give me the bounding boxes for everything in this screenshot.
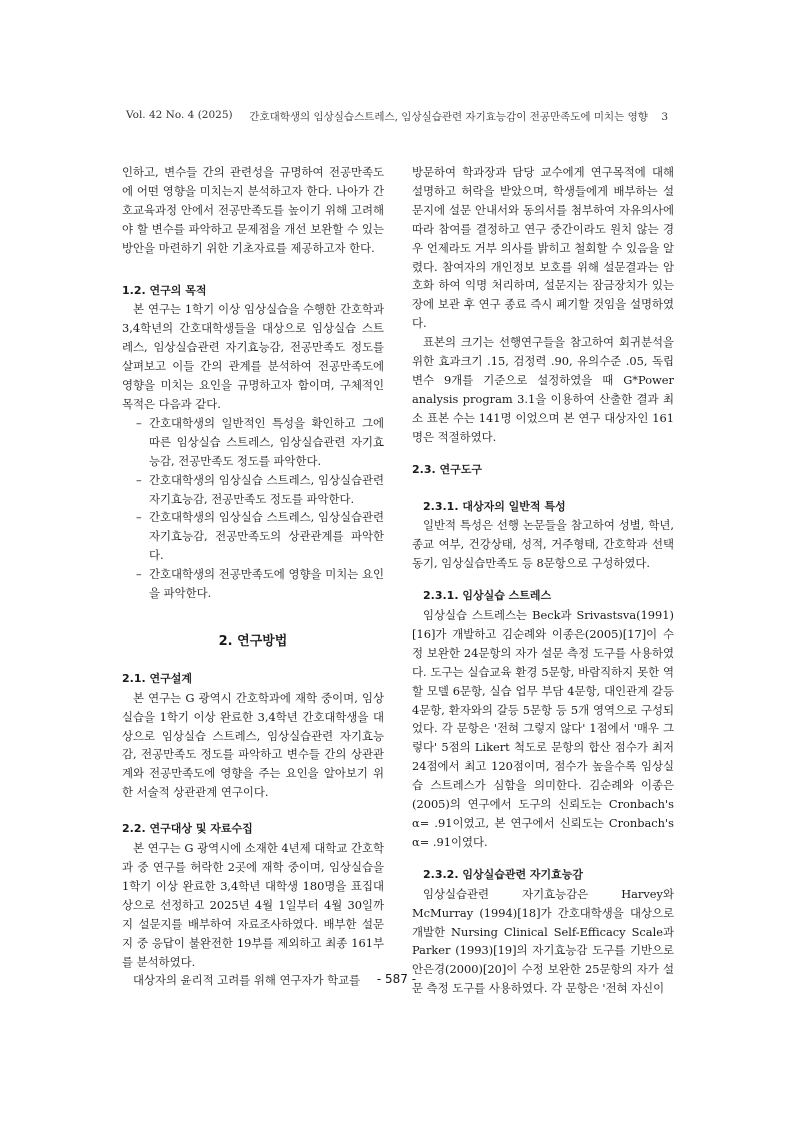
stress-heading: 2.3.1. 임상실습 스트레스 bbox=[423, 589, 552, 603]
running-header bbox=[126, 109, 668, 127]
tools-heading: 2.3. 연구도구 bbox=[412, 462, 482, 476]
purpose-paragraph: 본 연구는 1학기 이상 임상실습을 수행한 간호학과 3,4학년의 간호대학생들을 대상으로 임상실습 스트레스, 임상실습관련 자기효능감, 전공만족도 정도를 살펴보고 이들 간의 관계를 분석하여 전공만족도에 영향을 미치는 요인을 규명하고자 함이며, 구체적인 목적은 다음과 같다. bbox=[122, 302, 384, 411]
sample-paragraph: 표본의 크기는 선행연구들을 참고하여 회귀분석을 위한 효과크기 .15, 검정력 .90, 유의수준 .05, 독립변수 9개를 기준으로 설정하였을 때 G*Power analysis program 3.1을 이용하여 산출한 결과 최소 표본 수는 141명 이었으며 본 연구 대상자인 161명은 적절하였다. bbox=[412, 335, 674, 444]
right-column bbox=[412, 163, 674, 998]
purpose-heading: 1.2. 연구의 목적 bbox=[122, 283, 207, 297]
efficacy-heading: 2.3.2. 임상실습관련 자기효능감 bbox=[423, 867, 584, 881]
page-footer: - 587 - bbox=[376, 972, 417, 986]
running-title-text: 간호대학생의 임상실습스트레스, 임상실습관련 자기효능감이 전공만족도에 미치는 영향 bbox=[249, 111, 648, 123]
efficacy-paragraph: 임상실습관련 자기효능감은 Harvey와 McMurray (1994)[18]가 간호대학생을 대상으로 개발한 Nursing Clinical Self-Efficacy Scale과 Parker (1993)[19]의 자기효능감 도구를 기반으로 안은경(2000)[20]이 수정 보완한 25문항의 자가 설문 측정 도구를 사용하였다. 각 문항은 '전혀 자신이 bbox=[412, 886, 674, 996]
left-column bbox=[122, 163, 384, 990]
ethics-paragraph-start: 대상자의 윤리적 고려를 위해 연구자가 학교를 bbox=[133, 973, 361, 988]
subjects-heading: 2.2. 연구대상 및 자료수집 bbox=[122, 822, 253, 836]
goal-item: – 간호대학생의 전공만족도에 영향을 미치는 요인을 파악한다. bbox=[122, 565, 384, 603]
goal-item: – 간호대학생의 임상실습 스트레스, 임상실습관련 자기효능감, 전공만족도 정도를 파악한다. bbox=[122, 471, 384, 509]
goal-item: – 간호대학생의 일반적인 특성을 확인하고 그에 따른 임상실습 스트레스, 임상실습관련 자기효능감, 전공만족도 정도를 파악한다. bbox=[122, 414, 384, 471]
ethics-paragraph-cont: 방문하여 학과장과 담당 교수에게 연구목적에 대해 설명하고 허락을 받았으며, 학생들에게 배부하는 설문지에 설문 안내서와 동의서를 첨부하여 자유의사에 따라 참여를 결정하고 연구 중간이라도 원치 않는 경우 언제라도 거부 의사를 밝히고 철회할 수 있음을 알렸다. 참여자의 개인정보 보호를 위해 설문결과는 암호화 하여 익명 처리하며, 설문지는 잠금장치가 있는 장에 보관 후 연구 종료 즉시 폐기할 것임을 설명하였다. bbox=[412, 165, 674, 331]
intro-paragraph: 인하고, 변수들 간의 관련성을 규명하여 전공만족도에 어떤 영향을 미치는지 분석하고자 한다. 나아가 간호교육과정 안에서 전공만족도를 높이기 위해 고려해야 할 변수를 파악하고 문제점을 개선 보완할 수 있는 방안을 마련하기 위한 기초자료를 제공하고자 한다. bbox=[122, 165, 384, 255]
goals-list bbox=[122, 414, 384, 603]
journal-volume: Vol. 42 No. 4 (2025) bbox=[126, 109, 233, 121]
header-page-number: 3 bbox=[661, 111, 668, 123]
design-heading: 2.1. 연구설계 bbox=[122, 671, 192, 685]
stress-paragraph: 임상실습 스트레스는 Beck과 Srivastsva(1991)[16]가 개발하고 김순례와 이종은(2005)[17]이 수정 보완한 24문항의 자가 설문 측정 도구를 사용하였다. 도구는 실습교육 환경 5문항, 바람직하지 못한 역할 모델 6문항, 실습 업무 부담 4문항, 대인관계 갈등 4문항, 환자와의 갈등 5문항 등 5개 영역으로 구성되었다. 각 문항은 '전혀 그렇지 않다' 1점에서 '매우 그렇다' 5점의 Likert 척도로 문항의 합산 점수가 최저 24점에서 최고 120점이며, 점수가 높을수록 임상실습 스트레스가 심함을 의미한다. 김순례와 이종은(2005)의 연구에서 도구의 신뢰도는 Cronbach's α= .91이였고, 본 연구에서 신뢰도는 Cronbach's α= .91이였다. bbox=[412, 608, 674, 849]
goal-item: – 간호대학생의 임상실습 스트레스, 임상실습관련 자기효능감, 전공만족도의 상관관계를 파악한다. bbox=[122, 508, 384, 565]
general-paragraph: 일반적 특성은 선행 논문들을 참고하여 성별, 학년, 종교 여부, 건강상태, 성적, 거주형태, 간호학과 선택 동기, 임상실습만족도 등 8문항으로 구성하였다. bbox=[412, 518, 674, 571]
design-paragraph: 본 연구는 G 광역시 간호학과에 재학 중이며, 임상실습을 1학기 이상 완료한 3,4학년 간호대학생을 대상으로 임상실습 스트레스, 임상실습관련 자기효능감, 전공만족도 정도를 파악하고 변수들 간의 상관관계와 전공만족도에 영향을 주는 요인을 알아보기 위한 서술적 상관관계 연구이다. bbox=[122, 690, 384, 800]
subjects-paragraph: 본 연구는 G 광역시에 소재한 4년제 대학교 간호학과 중 연구를 허락한 2곳에 재학 중이며, 임상실습을 1학기 이상 완료한 3,4학년 대학생 180명을 표집대상으로 선정하고 2025년 4월 1일부터 4월 30일까지 설문지를 배부하여 자료조사하였다. 배부한 설문지 중 응답이 불완전한 19부를 제외하고 최종 161부를 분석하였다. bbox=[122, 841, 384, 969]
methods-heading: 2. 연구방법 bbox=[218, 633, 288, 649]
general-heading: 2.3.1. 대상자의 일반적 특성 bbox=[423, 499, 566, 513]
running-title bbox=[249, 109, 668, 124]
